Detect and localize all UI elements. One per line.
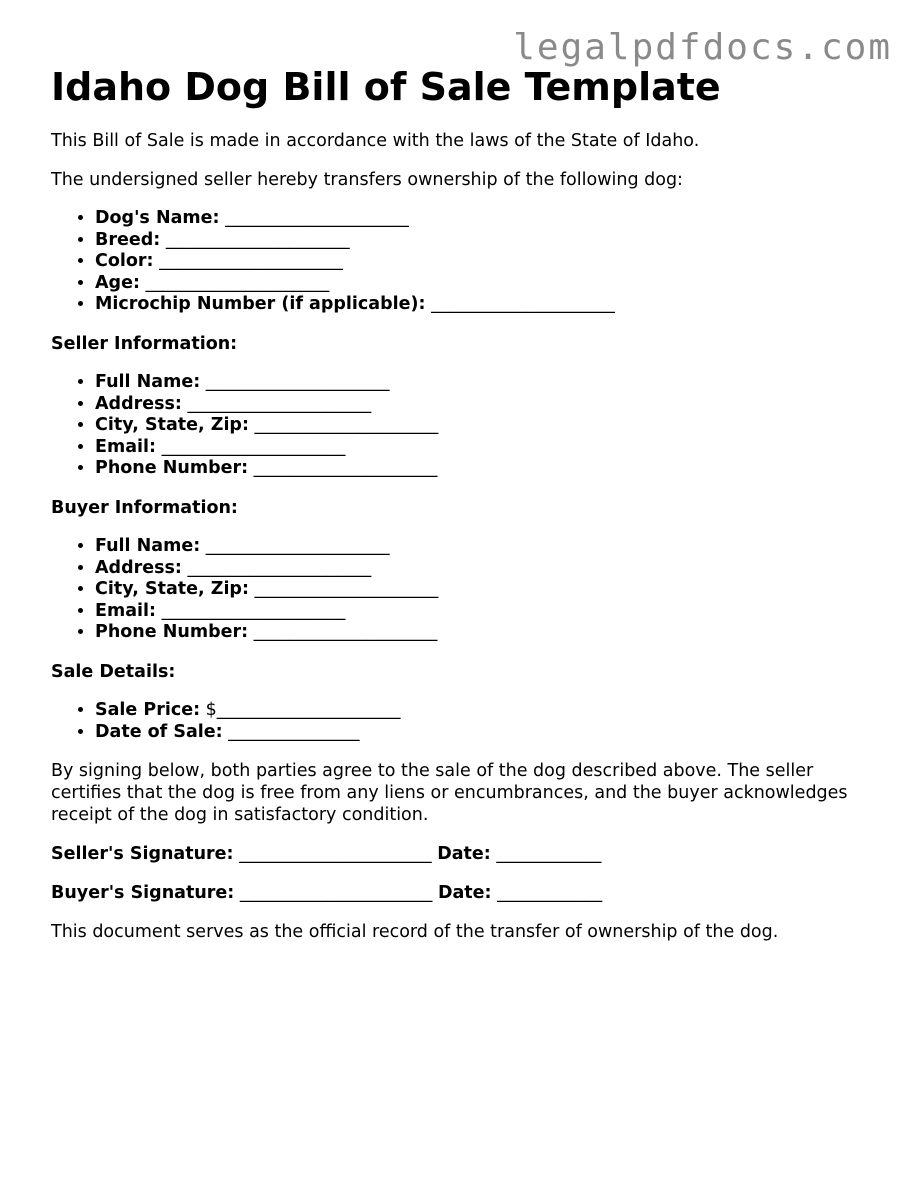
sale-price-label: Sale Price: — [95, 699, 201, 720]
seller-phone-label: Phone Number: — [95, 458, 249, 479]
seller-city-state-zip-label: City, State, Zip: — [95, 415, 249, 436]
sale-details-list — [51, 700, 871, 743]
watermark: legalpdfdocs.com — [513, 27, 892, 68]
list-item-buyer-address — [95, 558, 871, 580]
seller-email-blank: _____________________ — [161, 436, 346, 457]
date-of-sale-label: Date of Sale: — [95, 721, 223, 742]
intro-paragraph-law: This Bill of Sale is made in accordance with the laws of the State of Idaho. — [51, 131, 700, 151]
list-item-sale-price — [95, 700, 871, 722]
dog-name-blank: _____________________ — [225, 208, 409, 228]
buyer-email-label: Email: — [95, 600, 156, 621]
buyer-full-name-blank: _____________________ — [205, 535, 390, 556]
list-item-seller-city-state-zip — [95, 415, 871, 437]
seller-signature-blank: ______________________ — [239, 844, 432, 865]
page-title: Idaho Dog Bill of Sale Template — [51, 65, 721, 109]
list-item-seller-email — [95, 437, 871, 459]
age-label: Age: — [95, 272, 140, 293]
sale-price-blank: $_____________________ — [205, 699, 401, 720]
seller-full-name-blank: _____________________ — [205, 371, 390, 392]
intro-paragraph-transfer: The undersigned seller hereby transfers ownership of the following dog: — [51, 170, 683, 190]
microchip-label: Microchip Number (if applicable): — [95, 294, 426, 315]
color-label: Color: — [95, 251, 154, 272]
list-item-microchip — [95, 294, 871, 316]
buyer-address-blank: _____________________ — [187, 557, 372, 578]
buyer-email-blank: _____________________ — [161, 600, 346, 621]
buyer-signature-label: Buyer's Signature: — [51, 883, 235, 904]
list-item-date-of-sale — [95, 722, 871, 744]
final-statement: This document serves as the official record of the transfer of ownership of the dog. — [51, 922, 779, 943]
list-item-seller-phone — [95, 458, 871, 480]
buyer-date-label: Date: — [437, 883, 492, 904]
seller-address-blank: _____________________ — [187, 393, 372, 414]
closing-paragraph: By signing below, both parties agree to the sale of the dog described above. The seller certifies that the dog is free from any liens or encumbrances, and the buyer acknowledges receipt of the dog in satisfactory condition. — [51, 761, 848, 826]
buyer-signature-blank: ______________________ — [239, 883, 433, 904]
buyer-phone-blank: _____________________ — [253, 622, 438, 643]
list-item-seller-full-name — [95, 372, 871, 394]
seller-date-blank: ____________ — [496, 844, 602, 865]
color-blank: _____________________ — [159, 251, 343, 272]
list-item-buyer-city-state-zip — [95, 579, 871, 601]
microchip-blank: _____________________ — [431, 294, 615, 315]
seller-address-label: Address: — [95, 393, 182, 414]
breed-blank: _____________________ — [165, 229, 350, 250]
list-item-dog-name — [95, 208, 871, 230]
list-item-buyer-phone — [95, 622, 871, 644]
seller-signature-line — [51, 843, 871, 865]
breed-label: Breed: — [95, 229, 161, 250]
buyer-date-blank: ____________ — [497, 883, 603, 904]
sale-section-heading: Sale Details: — [51, 661, 176, 682]
list-item-color — [95, 251, 871, 273]
buyer-signature-line — [51, 882, 871, 904]
list-item-age — [95, 273, 871, 295]
list-item-buyer-email — [95, 601, 871, 623]
date-of-sale-blank: _______________ — [228, 721, 360, 742]
seller-section-heading: Seller Information: — [51, 333, 238, 354]
seller-signature-label: Seller's Signature: — [51, 844, 234, 865]
dog-details-list — [51, 208, 871, 316]
buyer-info-list — [51, 536, 871, 644]
seller-city-state-zip-blank: _____________________ — [254, 415, 439, 436]
age-blank: _____________________ — [145, 272, 330, 293]
buyer-section-heading: Buyer Information: — [51, 497, 238, 518]
buyer-city-state-zip-label: City, State, Zip: — [95, 579, 249, 600]
seller-info-list — [51, 372, 871, 480]
seller-email-label: Email: — [95, 436, 156, 457]
buyer-full-name-label: Full Name: — [95, 535, 201, 556]
buyer-phone-label: Phone Number: — [95, 622, 249, 643]
list-item-buyer-full-name — [95, 536, 871, 558]
seller-date-label: Date: — [437, 844, 491, 865]
document-body — [51, 64, 871, 943]
buyer-address-label: Address: — [95, 557, 182, 578]
seller-full-name-label: Full Name: — [95, 371, 201, 392]
seller-phone-blank: _____________________ — [253, 458, 438, 479]
buyer-city-state-zip-blank: _____________________ — [254, 579, 439, 600]
dog-name-label: Dog's Name: — [95, 208, 220, 228]
list-item-breed — [95, 230, 871, 252]
list-item-seller-address — [95, 394, 871, 416]
